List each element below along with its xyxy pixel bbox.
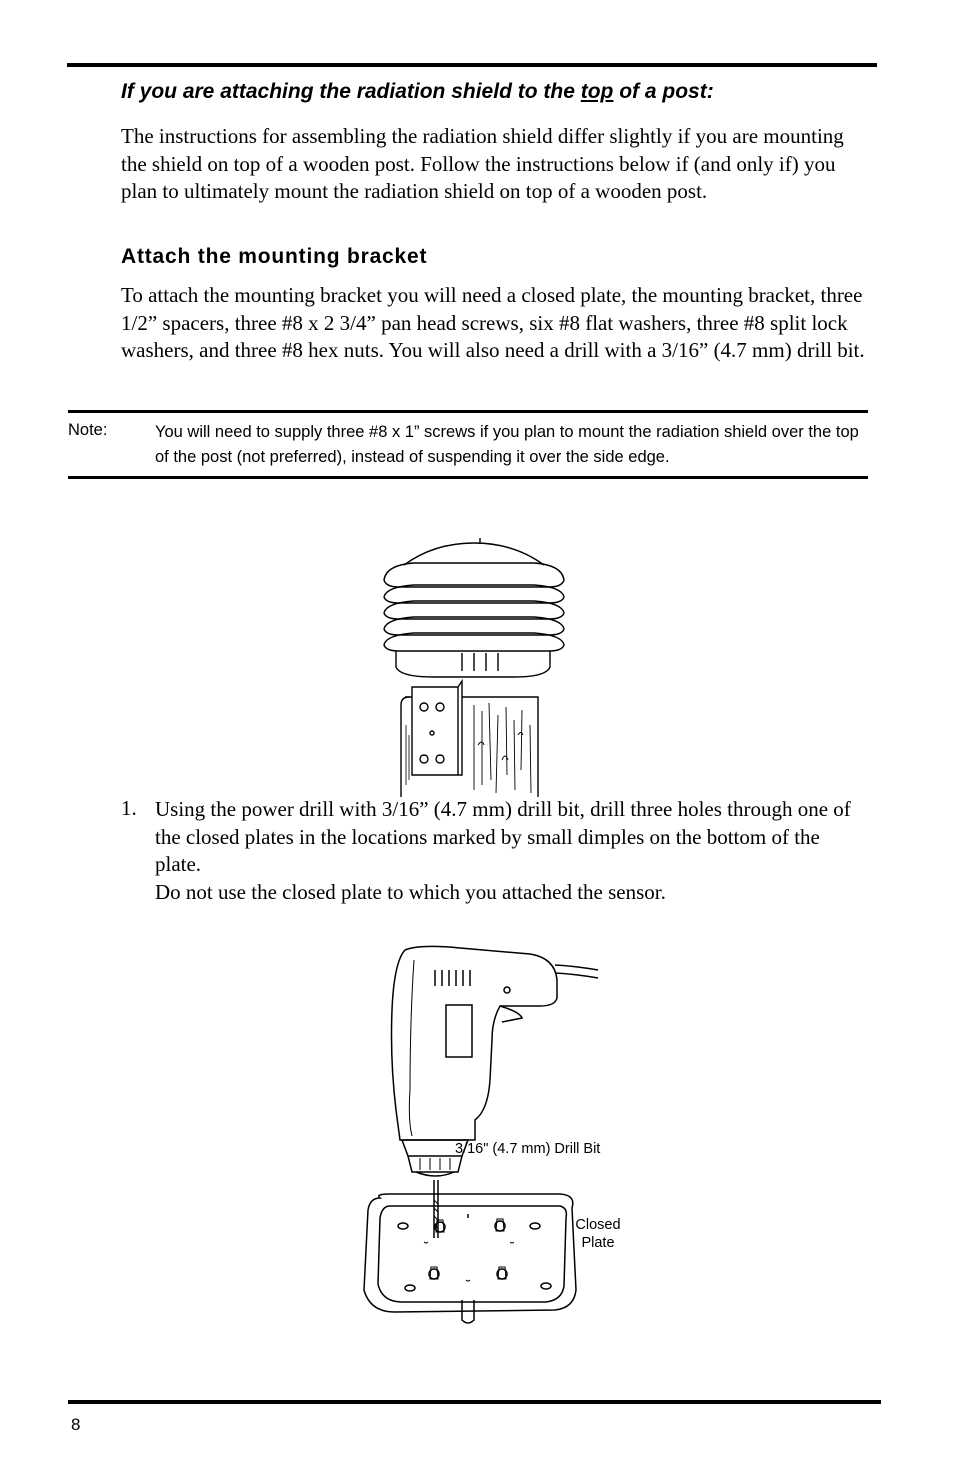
note-top-rule [68,410,868,413]
note-label: Note: [68,421,108,439]
subsection-heading: Attach the mounting bracket [121,245,428,268]
footer-rule [68,1400,881,1404]
intro-paragraph: The instructions for assembling the radiation shield differ slightly if you are mounting the shield on top of a wooden post. Follow the instructions below if (and only if) you plan to ultimately mount the radiation shield on top of a wooden post. [121,124,844,204]
note-bottom-rule [68,476,868,479]
subsection-paragraph: To attach the mounting bracket you will need a closed plate, the mounting bracket, three 1/2” spacers, three #8 x 2 3/4” pan head screws, six #8 flat washers, three #8 split lock washers, and three #8 hex nuts. You will also need a drill with a 3/16” (4.7 mm) drill bit. [121,283,865,363]
closed-plate-label: Closed Plate [575,1217,621,1251]
step-text [155,796,870,906]
step-caution: Do not use the closed plate to which you attached the sensor. [155,879,666,904]
drill-and-closed-plate-illustration [350,940,610,1330]
drill-bit-label: 3/16" (4.7 mm) Drill Bit [455,1141,601,1157]
heading-underlined-word: top [580,80,614,103]
page-number: 8 [71,1415,81,1434]
top-rule [67,63,877,67]
step-number: 1. [121,796,137,820]
step-instruction: Using the power drill with 3/16” (4.7 mm) drill bit, drill three holes through one of the closed plates in the locations marked by small dimples on the bottom of the plate. [155,797,851,877]
section-heading: If you are attaching the radiation shield to the top of a post: [121,80,714,103]
note-text: You will need to supply three #8 x 1” screws if you plan to mount the radiation shield over the top of the post (not preferred), instead of suspending it over the side edge. [155,423,859,466]
radiation-shield-on-post-illustration [374,535,574,797]
